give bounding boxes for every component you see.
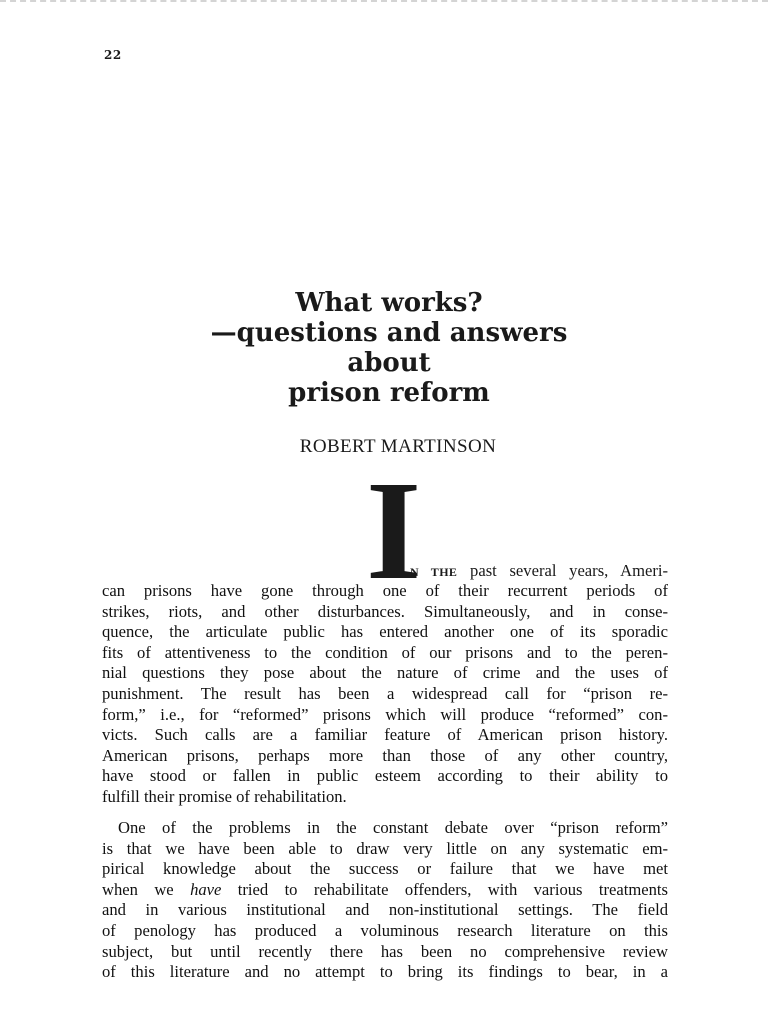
article-title [0, 288, 768, 408]
paragraph-2-line: subject, but until recently there has been no comprehensive review [102, 941, 668, 961]
paragraph-1-line: quence, the articulate public has entered another one of its sporadic [102, 622, 668, 642]
paragraph-1-line: can prisons have gone through one of their recurrent periods of [102, 581, 668, 600]
title-line-3: about [347, 348, 431, 378]
paragraph-2-line: of this literature and no attempt to bring its findings to bear, in a [102, 962, 668, 982]
drop-cap: I [366, 451, 422, 609]
paragraph-2-line-4-pre: when we [102, 879, 191, 899]
paragraph-1-line: nial questions they pose about the nature of crime and the uses of [102, 663, 668, 683]
paragraph-1-line: fits of attentiveness to the condition of our prisons and to the peren- [102, 642, 668, 662]
paragraph-1-line: have stood or fallen in public esteem according to their ability to [102, 766, 668, 786]
paragraph-1-line: punishment. The result has been a widespread call for “prison re- [102, 683, 668, 703]
paragraph-2-line: of penology has produced a voluminous research literature on this [102, 920, 668, 940]
paragraph-2-line: One of the problems in the constant debate over “prison reform” [118, 818, 668, 837]
author-byline: ROBERT MARTINSON [299, 436, 497, 457]
paragraph-1-line: American prisons, perhaps more than those of any other country, [102, 745, 668, 765]
opening-line-rest: past several years, Ameri- [470, 561, 668, 580]
paragraph-2-line: pirical knowledge about the success or failure that we have met [102, 859, 668, 879]
title-line-4: prison reform [288, 378, 490, 408]
paragraph-2 [102, 818, 668, 983]
top-edge-rule [0, 0, 768, 5]
page-number: 22 [104, 48, 122, 62]
paragraph-1-line: fulfill their promise of rehabilitation. [102, 786, 347, 806]
title-line-1: What works? [295, 288, 483, 318]
paragraph-2-line-4-post: tried to rehabilitate offenders, with various treatments [221, 879, 668, 899]
paragraph-1-line: strikes, riots, and other disturbances. Simultaneously, and in conse- [102, 601, 668, 621]
paragraph-1-line: form,” i.e., for “reformed” prisons which will produce “reformed” con- [102, 704, 668, 724]
title-line-2: —questions and answers [210, 318, 568, 348]
paragraph-2-line [102, 880, 668, 901]
emphasis-have: have [190, 879, 222, 899]
paragraph-2-line: is that we have been able to draw very little on any systematic em- [102, 838, 668, 858]
opening-smallcaps: N THE [410, 565, 458, 579]
paragraph-2-line: and in various institutional and non-institutional settings. The field [102, 900, 668, 920]
paragraph-1 [102, 581, 668, 808]
paragraph-1-line: victs. Such calls are a familiar feature of American prison history. [102, 725, 668, 745]
opening-line [410, 561, 668, 583]
